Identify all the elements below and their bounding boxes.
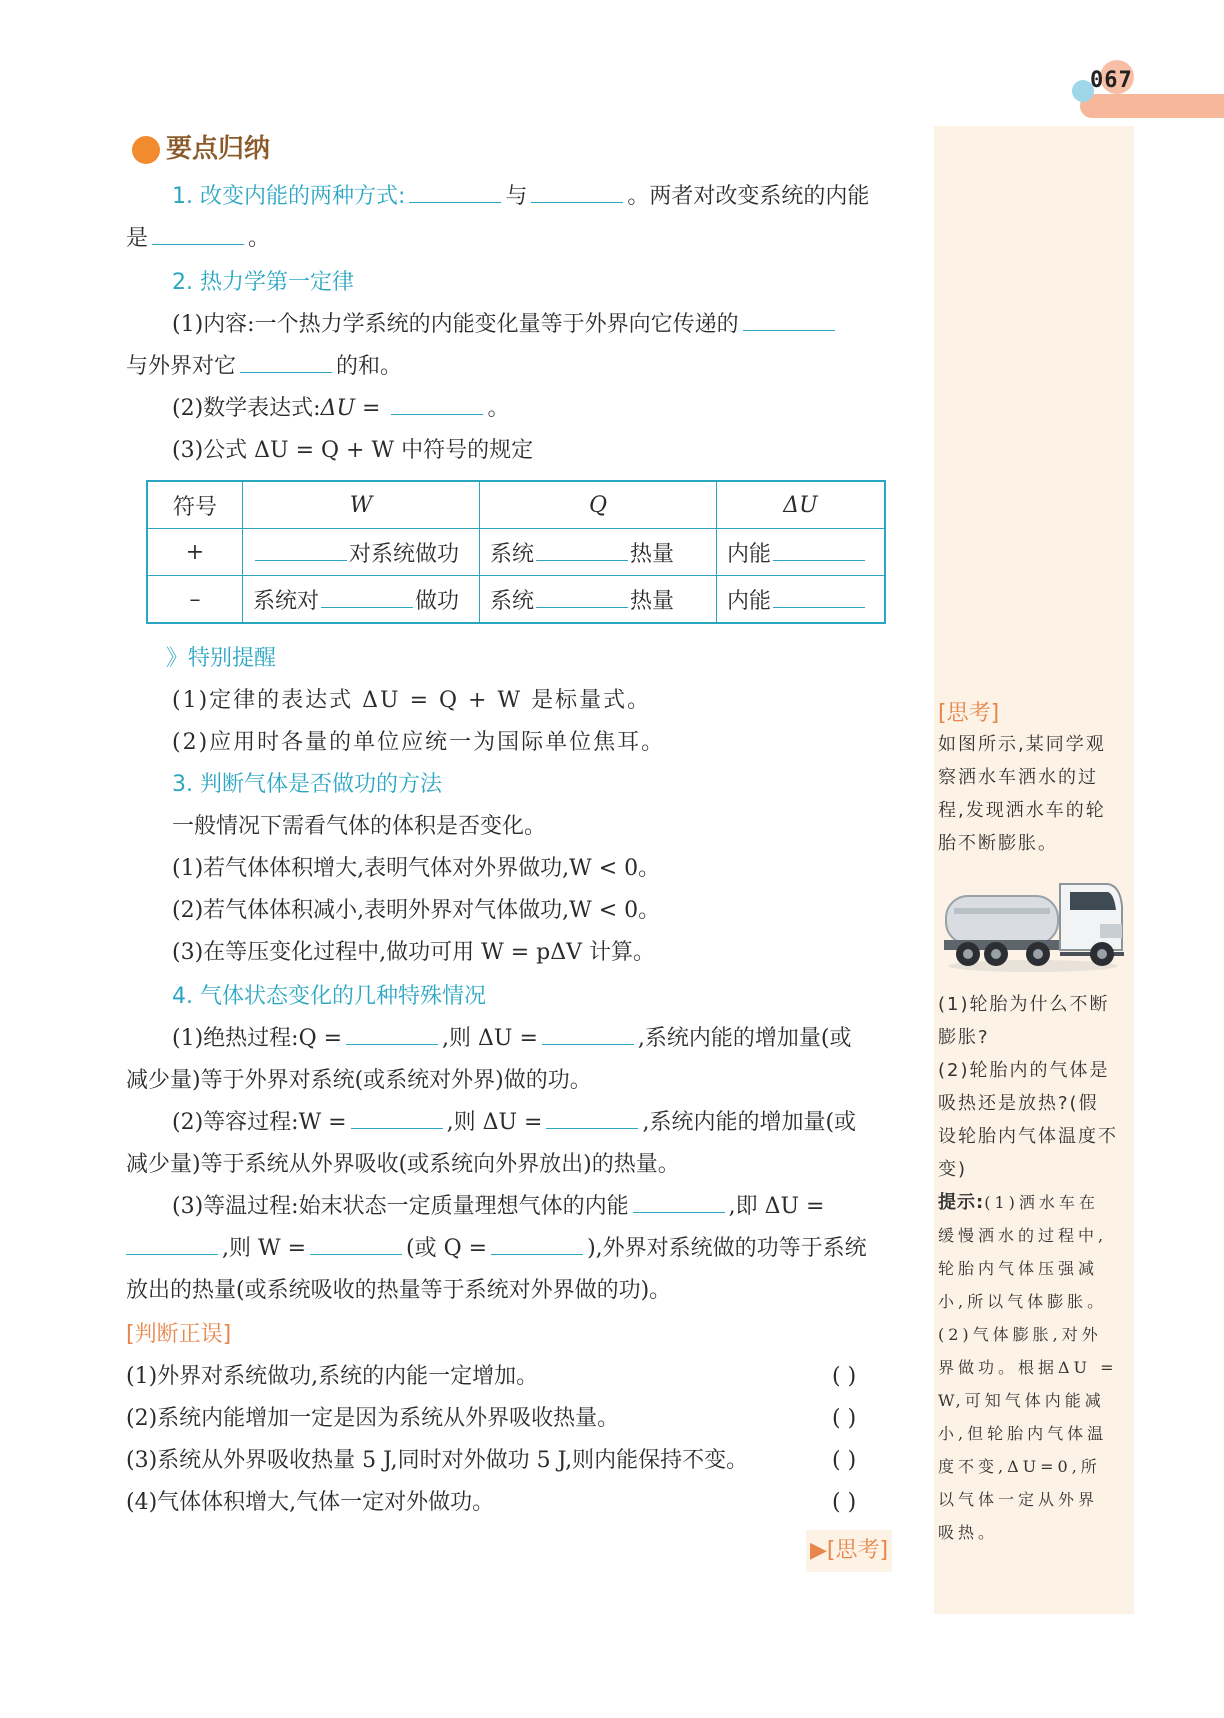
hint-block bbox=[938, 1186, 1134, 1549]
text: 轮胎内气体压强减 bbox=[938, 1259, 1099, 1278]
point-1-line bbox=[172, 176, 869, 218]
page-number: 067 bbox=[1090, 68, 1133, 93]
table-cell bbox=[480, 529, 717, 576]
text: 界做功。根据ΔU = bbox=[938, 1358, 1118, 1377]
blank[interactable] bbox=[743, 310, 835, 331]
text: 察洒水车洒水的过 bbox=[938, 767, 1098, 788]
table-cell bbox=[243, 529, 480, 576]
text: (2)气体膨胀,对外 bbox=[938, 1325, 1102, 1344]
text: 膨胀? bbox=[938, 1027, 990, 1048]
text: 做功 bbox=[415, 588, 460, 614]
blank[interactable] bbox=[346, 1024, 438, 1045]
table-header-cell: W bbox=[243, 481, 480, 529]
text: ),外界对系统做的功等于系统 bbox=[587, 1236, 867, 1261]
text: 内能 bbox=[727, 541, 772, 567]
answer-parentheses[interactable]: ( ) bbox=[832, 1406, 857, 1431]
text: (或 Q = bbox=[406, 1236, 488, 1261]
text: (1)内容:一个热力学系统的内能变化量等于外界向它传递的 bbox=[172, 312, 739, 337]
point-1-line2 bbox=[126, 218, 270, 260]
blank[interactable] bbox=[491, 1234, 583, 1255]
point-2-heading: 2. 热力学第一定律 bbox=[172, 270, 354, 295]
isothermal-line bbox=[172, 1186, 824, 1228]
text: 系统 bbox=[490, 541, 535, 567]
text: 。两者对改变系统的内能 bbox=[627, 184, 870, 209]
table-row bbox=[147, 529, 885, 576]
table-header-cell: Q bbox=[480, 481, 717, 529]
blank[interactable] bbox=[255, 540, 347, 561]
blank[interactable] bbox=[531, 182, 623, 203]
text: ,则 ΔU = bbox=[442, 1026, 538, 1051]
table-header-cell: 符号 bbox=[147, 481, 243, 529]
isothermal-line2 bbox=[126, 1228, 867, 1270]
adiabatic-line2: 减少量)等于外界对系统(或系统对外界)做的功。 bbox=[126, 1068, 592, 1093]
sign-convention-table bbox=[146, 480, 886, 624]
text: = bbox=[355, 396, 388, 421]
blank[interactable] bbox=[310, 1234, 402, 1255]
title-bullet-icon bbox=[132, 136, 160, 164]
text: 系统 bbox=[490, 588, 535, 614]
text: (1)轮胎为什么不断 bbox=[938, 994, 1110, 1015]
text: 度不变,ΔU=0,所 bbox=[938, 1457, 1101, 1476]
think-questions bbox=[938, 988, 1134, 1186]
blank[interactable] bbox=[536, 587, 628, 608]
blank[interactable] bbox=[542, 1024, 634, 1045]
text: 与外界对它 bbox=[126, 354, 237, 379]
point-3-intro: 一般情况下需看气体的体积是否变化。 bbox=[172, 814, 547, 839]
think-tag: [思考] bbox=[938, 701, 1000, 726]
table-row bbox=[147, 481, 885, 529]
table-row bbox=[147, 576, 885, 624]
math-symbol: ΔU bbox=[320, 396, 356, 421]
text: (2)轮胎内的气体是 bbox=[938, 1060, 1110, 1081]
blank[interactable] bbox=[152, 224, 244, 245]
reminder-heading: 》特别提醒 bbox=[166, 646, 277, 671]
table-cell bbox=[717, 529, 886, 576]
blank[interactable] bbox=[409, 182, 501, 203]
think-intro bbox=[938, 728, 1134, 860]
text: 热量 bbox=[630, 588, 675, 614]
text: 是 bbox=[126, 226, 149, 251]
blank[interactable] bbox=[773, 587, 865, 608]
text: 吸热还是放热?(假 bbox=[938, 1093, 1099, 1114]
sign-convention-line: (3)公式 ΔU = Q + W 中符号的规定 bbox=[172, 438, 534, 463]
blank[interactable] bbox=[633, 1192, 725, 1213]
law-content-line2 bbox=[126, 346, 402, 388]
point-3-item: (1)若气体体积增大,表明气体对外界做功,W < 0。 bbox=[172, 856, 661, 881]
isochoric-line2: 减少量)等于系统从外界吸收(或系统向外界放出)的热量。 bbox=[126, 1152, 680, 1177]
text: 。 bbox=[248, 226, 271, 251]
hint-label: 提示: bbox=[938, 1192, 985, 1213]
blank[interactable] bbox=[536, 540, 628, 561]
text: ,则 ΔU = bbox=[446, 1110, 543, 1135]
judge-item: (1)外界对系统做功,系统的内能一定增加。 bbox=[126, 1364, 539, 1389]
text: 缓慢洒水的过程中, bbox=[938, 1226, 1108, 1245]
point-1-label: 1. 改变内能的两种方式: bbox=[172, 184, 406, 209]
reminder-item: (2)应用时各量的单位应统一为国际单位焦耳。 bbox=[172, 730, 666, 755]
text: 。 bbox=[487, 396, 510, 421]
page-header-bar bbox=[1080, 94, 1224, 118]
answer-parentheses[interactable]: ( ) bbox=[832, 1364, 857, 1389]
text: (2)数学表达式: bbox=[172, 396, 321, 421]
table-cell bbox=[243, 576, 480, 624]
blank[interactable] bbox=[351, 1108, 443, 1129]
point-3-item: (2)若气体体积减小,表明外界对气体做功,W < 0。 bbox=[172, 898, 661, 923]
text: 小,但轮胎内气体温 bbox=[938, 1424, 1108, 1443]
text: 胎不断膨胀。 bbox=[938, 833, 1058, 854]
blank[interactable] bbox=[240, 352, 332, 373]
text: (3)等温过程:始末状态一定质量理想气体的内能 bbox=[172, 1194, 629, 1219]
text: ,系统内能的增加量(或 bbox=[637, 1026, 852, 1051]
table-cell bbox=[717, 576, 886, 624]
text: 以气体一定从外界 bbox=[938, 1490, 1099, 1509]
blank[interactable] bbox=[126, 1234, 218, 1255]
text: W,可知气体内能减 bbox=[938, 1391, 1105, 1410]
text: ,即 ΔU = bbox=[728, 1194, 825, 1219]
table-cell: + bbox=[147, 529, 243, 576]
table-header-cell: ΔU bbox=[717, 481, 886, 529]
law-expression-line bbox=[172, 388, 509, 430]
isothermal-line3: 放出的热量(或系统吸收的热量等于系统对外界做的功)。 bbox=[126, 1278, 672, 1303]
text: 系统对 bbox=[253, 588, 320, 614]
blank[interactable] bbox=[391, 394, 483, 415]
judge-item: (2)系统内能增加一定是因为系统从外界吸收热量。 bbox=[126, 1406, 620, 1431]
text: (1)洒水车在 bbox=[984, 1193, 1099, 1212]
text: 热量 bbox=[630, 541, 675, 567]
judge-heading: [判断正误] bbox=[126, 1322, 232, 1347]
text: 吸热。 bbox=[938, 1523, 999, 1542]
point-3-item: (3)在等压变化过程中,做功可用 W = pΔV 计算。 bbox=[172, 940, 656, 965]
table-cell bbox=[480, 576, 717, 624]
isochoric-line bbox=[172, 1102, 856, 1144]
text: 对系统做功 bbox=[349, 541, 460, 567]
point-4-heading: 4. 气体状态变化的几种特殊情况 bbox=[172, 984, 486, 1009]
text: ,则 W = bbox=[222, 1236, 307, 1261]
text: 如图所示,某同学观 bbox=[938, 734, 1106, 755]
text: 设轮胎内气体温度不 bbox=[938, 1126, 1118, 1147]
think-link[interactable]: ▶[思考] bbox=[806, 1530, 892, 1572]
text: 的和。 bbox=[336, 354, 403, 379]
text: 与 bbox=[505, 184, 528, 209]
blank[interactable] bbox=[321, 587, 413, 608]
text: (1)绝热过程:Q = bbox=[172, 1026, 343, 1051]
table-cell: – bbox=[147, 576, 243, 624]
blank[interactable] bbox=[546, 1108, 638, 1129]
section-title: 要点归纳 bbox=[166, 134, 271, 164]
text: ,系统内能的增加量(或 bbox=[642, 1110, 857, 1135]
answer-parentheses[interactable]: ( ) bbox=[832, 1448, 857, 1473]
judge-item: (4)气体体积增大,气体一定对外做功。 bbox=[126, 1490, 495, 1515]
text: 变) bbox=[938, 1159, 968, 1180]
text: 程,发现洒水车的轮 bbox=[938, 800, 1106, 821]
text: 小,所以气体膨胀。 bbox=[938, 1292, 1108, 1311]
law-content-line bbox=[172, 304, 839, 346]
reminder-item: (1)定律的表达式 ΔU = Q + W 是标量式。 bbox=[172, 688, 652, 713]
point-3-heading: 3. 判断气体是否做功的方法 bbox=[172, 772, 442, 797]
water-truck-image bbox=[938, 866, 1128, 976]
text: 内能 bbox=[727, 588, 772, 614]
text: (2)等容过程:W = bbox=[172, 1110, 347, 1135]
judge-item: (3)系统从外界吸收热量 5 J,同时对外做功 5 J,则内能保持不变。 bbox=[126, 1448, 749, 1473]
adiabatic-line bbox=[172, 1018, 851, 1060]
answer-parentheses[interactable]: ( ) bbox=[832, 1490, 857, 1515]
blank[interactable] bbox=[773, 540, 865, 561]
